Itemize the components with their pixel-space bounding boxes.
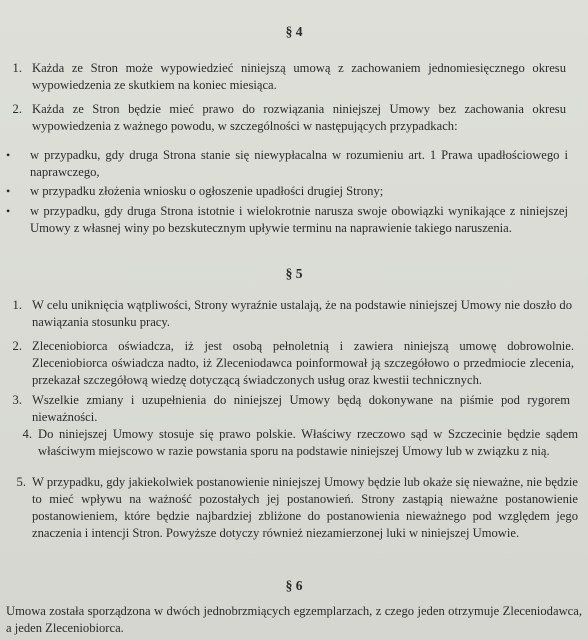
section-5-item-2 — [0, 338, 588, 389]
item-number: 4. — [22, 427, 32, 441]
section-6-paragraph — [6, 603, 582, 639]
section-5-item-1 — [0, 297, 588, 331]
item-text: Każda ze Stron będzie mieć prawo do rozwiązania niniejszej Umowy bez zachowania okresu wypowiedzenia z ważnego powodu, w szczególności w następujących przypadkach: — [32, 102, 566, 133]
item-text: Zleceniobiorca oświadcza, iż jest osobą pełnoletnią i zawiera niniejszą umowę dobrowolnie. Zleceniobiorca oświadcza nadto, iż Zleceniodawca poinformował ją szczegółowo o przedmiocie zlecenia, przekazał szczegółową wiedzę dotyczącą świadczonych usług oraz kwestii technicznych. — [32, 339, 574, 387]
section-4-item-2 — [0, 101, 588, 135]
bullet-icon: • — [6, 148, 11, 162]
item-text: W przypadku, gdy jakiekolwiek postanowienie niniejszej Umowy będzie lub okaże się nieważne, nie będzie to mieć wpływu na ważność pozostałych jej postanowień. Strony zastąpią nieważne postanowienie postanowieniem, które będzie najbardziej zbliżone do postanowienia nieważnego pod względem jego znaczenia i intencji Stron. Powyższe dotyczy również niezamierzonej luki w niniejszej Umowie. — [32, 475, 578, 540]
item-text: W celu uniknięcia wątpliwości, Strony wyraźnie ustalają, że na podstawie niniejszej Umowy nie doszło do nawiązania stosunku pracy. — [32, 298, 572, 329]
bullet-text: w przypadku, gdy druga Strona istotnie i wielokrotnie narusza swoje obowiązki wynikające z niniejszej Umowy z własnej winy po bezskutecznym upływie terminu na naprawienie takiego naruszenia. — [30, 204, 568, 235]
item-number: 5. — [16, 475, 26, 489]
section-heading-6: § 6 — [285, 578, 303, 593]
item-text: Każda ze Stron może wypowiedzieć niniejszą umową z zachowaniem jednomiesięcznego okresu wypowiedzenia ze skutkiem na koniec miesiąca. — [32, 61, 566, 92]
section-5-item-5 — [0, 474, 588, 559]
item-number: 2. — [12, 339, 22, 353]
section-5-item-3 — [0, 392, 588, 426]
item-number: 3. — [12, 393, 22, 407]
item-number: 1. — [12, 61, 22, 75]
paragraph-text: Umowa została sporządzona w dwóch jednobrzmiących egzemplarzach, z czego jeden otrzymuje Zleceniodawca, a jeden Zleceniobiorca. — [6, 604, 582, 635]
section-5-item-4 — [0, 426, 588, 477]
section-4-bullet-3 — [0, 203, 588, 254]
item-text: Wszelkie zmiany i uzupełnienia do niniejszej Umowy będą dokonywane na piśmie pod rygorem nieważności. — [32, 393, 570, 424]
section-heading-4: § 4 — [285, 24, 303, 39]
item-number: 1. — [12, 298, 22, 312]
item-text: Do niniejszej Umowy stosuje się prawo polskie. Właściwy rzeczowo sąd w Szczecinie będzie sądem właściwym miejscowo w razie powstania sporu na podstawie niniejszej Umowy lub w związku z nią. — [38, 427, 578, 458]
bullet-text: w przypadku, gdy druga Strona stanie się niewypłacalna w rozumieniu art. 1 Prawa upadłościowego i naprawczego, — [30, 148, 568, 179]
bullet-icon: • — [6, 204, 11, 218]
section-4-bullet-1 — [0, 147, 588, 181]
section-4-item-1 — [0, 60, 588, 94]
bullet-text: w przypadku złożenia wniosku o ogłoszenie upadłości drugiej Strony; — [30, 184, 384, 198]
section-4-bullet-2 — [0, 183, 588, 200]
bullet-icon: • — [6, 184, 11, 198]
section-heading-5: § 5 — [285, 266, 303, 281]
item-number: 2. — [12, 102, 22, 116]
